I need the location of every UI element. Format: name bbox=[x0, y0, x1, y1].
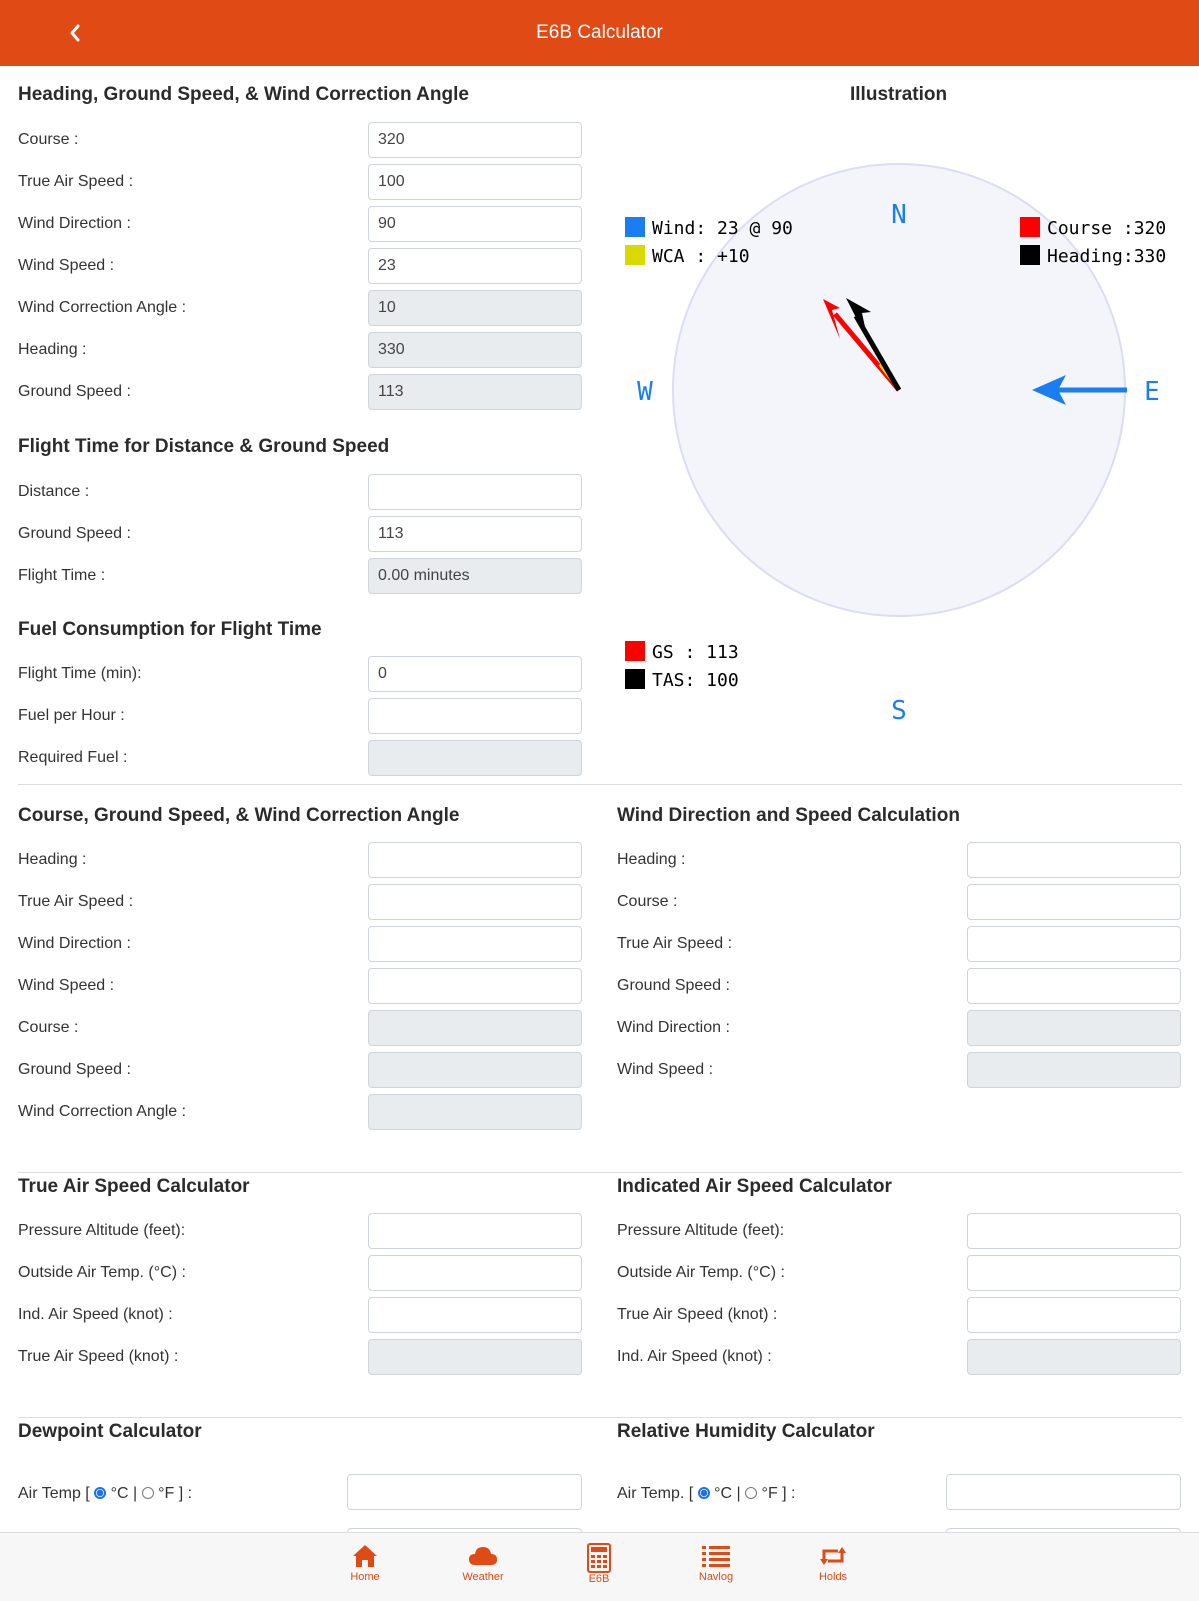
tas-label-alt: Pressure Altitude (feet): bbox=[18, 1222, 186, 1239]
hgs-label-tas: True Air Speed : bbox=[18, 173, 134, 190]
fuel-label-required: Required Fuel : bbox=[18, 749, 128, 766]
hgs-label-course: Course : bbox=[18, 131, 79, 148]
ft-time-output bbox=[368, 558, 582, 594]
ias-label-tas: True Air Speed (knot) : bbox=[617, 1306, 778, 1323]
tas-label-oat: Outside Air Temp. (°C) : bbox=[18, 1264, 186, 1281]
dewpoint-air-temp-prefix: Air Temp [ bbox=[18, 1485, 90, 1502]
dewpoint-unit-c-label: °C | bbox=[110, 1485, 138, 1502]
cgs-label-wca: Wind Correction Angle : bbox=[18, 1103, 187, 1120]
fuel-label-per-hour: Fuel per Hour : bbox=[18, 707, 125, 724]
list-icon bbox=[701, 1543, 731, 1569]
tas-calc-title: True Air Speed Calculator bbox=[18, 1176, 250, 1197]
hgs-course-input[interactable] bbox=[368, 122, 582, 158]
cgs-course-output bbox=[368, 1010, 582, 1046]
ias-result-output bbox=[967, 1339, 1181, 1375]
legend-course: Course :320 bbox=[1047, 218, 1167, 239]
legend-heading: Heading:330 bbox=[1047, 246, 1167, 267]
tab-e6b[interactable] bbox=[554, 1533, 644, 1601]
illustration-title: Illustration bbox=[850, 84, 948, 105]
hgs-gs-output bbox=[368, 374, 582, 410]
wc-wind-speed-output bbox=[967, 1052, 1181, 1088]
cgs-label-course: Course : bbox=[18, 1019, 79, 1036]
ft-gs-input[interactable] bbox=[368, 516, 582, 552]
tab-e6b-label: E6B bbox=[588, 1573, 610, 1585]
legend-tas: TAS: 100 bbox=[652, 670, 739, 691]
tas-ias-input[interactable] bbox=[368, 1297, 582, 1333]
calculator-icon bbox=[586, 1543, 612, 1573]
home-icon bbox=[351, 1543, 379, 1569]
tab-holds-label: Holds bbox=[818, 1571, 848, 1583]
wc-label-wind-dir: Wind Direction : bbox=[617, 1019, 730, 1036]
cgs-title: Course, Ground Speed, & Wind Correction Angle bbox=[18, 805, 460, 826]
ias-calc-title: Indicated Air Speed Calculator bbox=[617, 1176, 892, 1197]
hgs-title: Heading, Ground Speed, & Wind Correction Angle bbox=[18, 84, 469, 105]
legend-gs-swatch bbox=[625, 641, 645, 661]
wc-label-course: Course : bbox=[617, 893, 678, 910]
humidity-unit-c-radio[interactable] bbox=[698, 1487, 710, 1499]
fuel-time-input[interactable] bbox=[368, 656, 582, 692]
divider bbox=[18, 1172, 1182, 1173]
wind-calc-title: Wind Direction and Speed Calculation bbox=[617, 805, 960, 826]
hgs-heading-output bbox=[368, 332, 582, 368]
humidity-unit-f-label: °F ] : bbox=[761, 1485, 796, 1502]
dewpoint-air-temp-label bbox=[18, 1484, 192, 1504]
wind-illustration bbox=[610, 126, 1190, 726]
cgs-wind-speed-input[interactable] bbox=[368, 968, 582, 1004]
legend-wca-swatch bbox=[625, 245, 645, 265]
wc-label-heading: Heading : bbox=[617, 851, 686, 868]
ias-alt-input[interactable] bbox=[967, 1213, 1181, 1249]
tas-result-output bbox=[368, 1339, 582, 1375]
flight-time-title: Flight Time for Distance & Ground Speed bbox=[18, 436, 390, 457]
hgs-wca-output bbox=[368, 290, 582, 326]
cgs-label-heading: Heading : bbox=[18, 851, 87, 868]
cgs-label-wind-dir: Wind Direction : bbox=[18, 935, 131, 952]
dewpoint-unit-f-radio[interactable] bbox=[142, 1487, 154, 1499]
ft-label-distance: Distance : bbox=[18, 483, 90, 500]
compass-e: E bbox=[1144, 377, 1160, 407]
dewpoint-title: Dewpoint Calculator bbox=[18, 1421, 202, 1442]
ias-tas-input[interactable] bbox=[967, 1297, 1181, 1333]
ias-label-oat: Outside Air Temp. (°C) : bbox=[617, 1264, 785, 1281]
compass-w: W bbox=[637, 377, 653, 407]
humidity-title: Relative Humidity Calculator bbox=[617, 1421, 875, 1442]
page-title: E6B Calculator bbox=[536, 22, 663, 43]
tab-navlog-label: Navlog bbox=[698, 1571, 734, 1583]
ias-label-alt: Pressure Altitude (feet): bbox=[617, 1222, 785, 1239]
cgs-label-wind-speed: Wind Speed : bbox=[18, 977, 115, 994]
tab-holds[interactable] bbox=[788, 1533, 878, 1601]
ft-label-gs: Ground Speed : bbox=[18, 525, 131, 542]
humidity-unit-c-label: °C | bbox=[714, 1485, 741, 1502]
scroll-content[interactable] bbox=[0, 66, 1199, 1532]
hgs-wind-speed-input[interactable] bbox=[368, 248, 582, 284]
divider bbox=[18, 1417, 1182, 1418]
bottom-tab-bar bbox=[0, 1532, 1199, 1601]
dewpoint-air-temp-input[interactable] bbox=[347, 1474, 582, 1510]
ias-label-result: Ind. Air Speed (knot) : bbox=[617, 1348, 772, 1365]
cgs-label-gs: Ground Speed : bbox=[18, 1061, 131, 1078]
legend-gs: GS : 113 bbox=[652, 642, 739, 663]
legend-heading-swatch bbox=[1020, 245, 1040, 265]
hgs-label-wind-dir: Wind Direction : bbox=[18, 215, 131, 232]
wc-heading-input[interactable] bbox=[967, 842, 1181, 878]
dewpoint-unit-c-radio[interactable] bbox=[94, 1487, 106, 1499]
hgs-wind-dir-input[interactable] bbox=[368, 206, 582, 242]
humidity-air-temp-label bbox=[617, 1484, 796, 1504]
cgs-wca-output bbox=[368, 1094, 582, 1130]
legend-wca: WCA : +10 bbox=[652, 246, 750, 267]
compass-s: S bbox=[891, 696, 907, 726]
ft-distance-input[interactable] bbox=[368, 474, 582, 510]
app-header bbox=[0, 0, 1199, 66]
cgs-label-tas: True Air Speed : bbox=[18, 893, 134, 910]
tab-weather[interactable] bbox=[438, 1533, 528, 1601]
humidity-air-temp-input[interactable] bbox=[946, 1474, 1181, 1510]
tab-home[interactable] bbox=[320, 1533, 410, 1601]
wc-label-gs: Ground Speed : bbox=[617, 977, 730, 994]
legend-wind-swatch bbox=[625, 217, 645, 237]
cgs-tas-input[interactable] bbox=[368, 884, 582, 920]
tab-home-label: Home bbox=[350, 1571, 380, 1583]
hgs-label-wca: Wind Correction Angle : bbox=[18, 299, 187, 316]
hgs-label-wind-speed: Wind Speed : bbox=[18, 257, 115, 274]
wc-gs-input[interactable] bbox=[967, 968, 1181, 1004]
cgs-wind-dir-input[interactable] bbox=[368, 926, 582, 962]
fuel-per-hour-input[interactable] bbox=[368, 698, 582, 734]
fuel-title: Fuel Consumption for Flight Time bbox=[18, 619, 322, 640]
compass-n: N bbox=[891, 200, 907, 230]
wc-course-input[interactable] bbox=[967, 884, 1181, 920]
tab-navlog[interactable] bbox=[671, 1533, 761, 1601]
wc-label-tas: True Air Speed : bbox=[617, 935, 733, 952]
ft-label-time: Flight Time : bbox=[18, 567, 106, 584]
cgs-heading-input[interactable] bbox=[368, 842, 582, 878]
humidity-unit-f-radio[interactable] bbox=[745, 1487, 757, 1499]
hgs-label-gs: Ground Speed : bbox=[18, 383, 131, 400]
wc-wind-dir-output bbox=[967, 1010, 1181, 1046]
fuel-required-output bbox=[368, 740, 582, 776]
cgs-gs-output bbox=[368, 1052, 582, 1088]
divider bbox=[18, 784, 1182, 785]
legend-tas-swatch bbox=[625, 669, 645, 689]
legend-wind: Wind: 23 @ 90 bbox=[652, 218, 793, 239]
dewpoint-unit-f-label: °F ] : bbox=[158, 1485, 193, 1502]
hgs-tas-input[interactable] bbox=[368, 164, 582, 200]
legend-course-swatch bbox=[1020, 217, 1040, 237]
wc-tas-input[interactable] bbox=[967, 926, 1181, 962]
fuel-label-time: Flight Time (min): bbox=[18, 665, 142, 682]
tas-label-result: True Air Speed (knot) : bbox=[18, 1348, 179, 1365]
retweet-icon bbox=[818, 1543, 848, 1569]
hgs-label-heading: Heading : bbox=[18, 341, 87, 358]
tab-weather-label: Weather bbox=[462, 1571, 504, 1583]
tas-alt-input[interactable] bbox=[368, 1213, 582, 1249]
tas-label-ias: Ind. Air Speed (knot) : bbox=[18, 1306, 173, 1323]
ias-oat-input[interactable] bbox=[967, 1255, 1181, 1291]
wc-label-wind-speed: Wind Speed : bbox=[617, 1061, 714, 1078]
tas-oat-input[interactable] bbox=[368, 1255, 582, 1291]
cloud-icon bbox=[467, 1543, 499, 1569]
humidity-air-temp-prefix: Air Temp. [ bbox=[617, 1485, 694, 1502]
